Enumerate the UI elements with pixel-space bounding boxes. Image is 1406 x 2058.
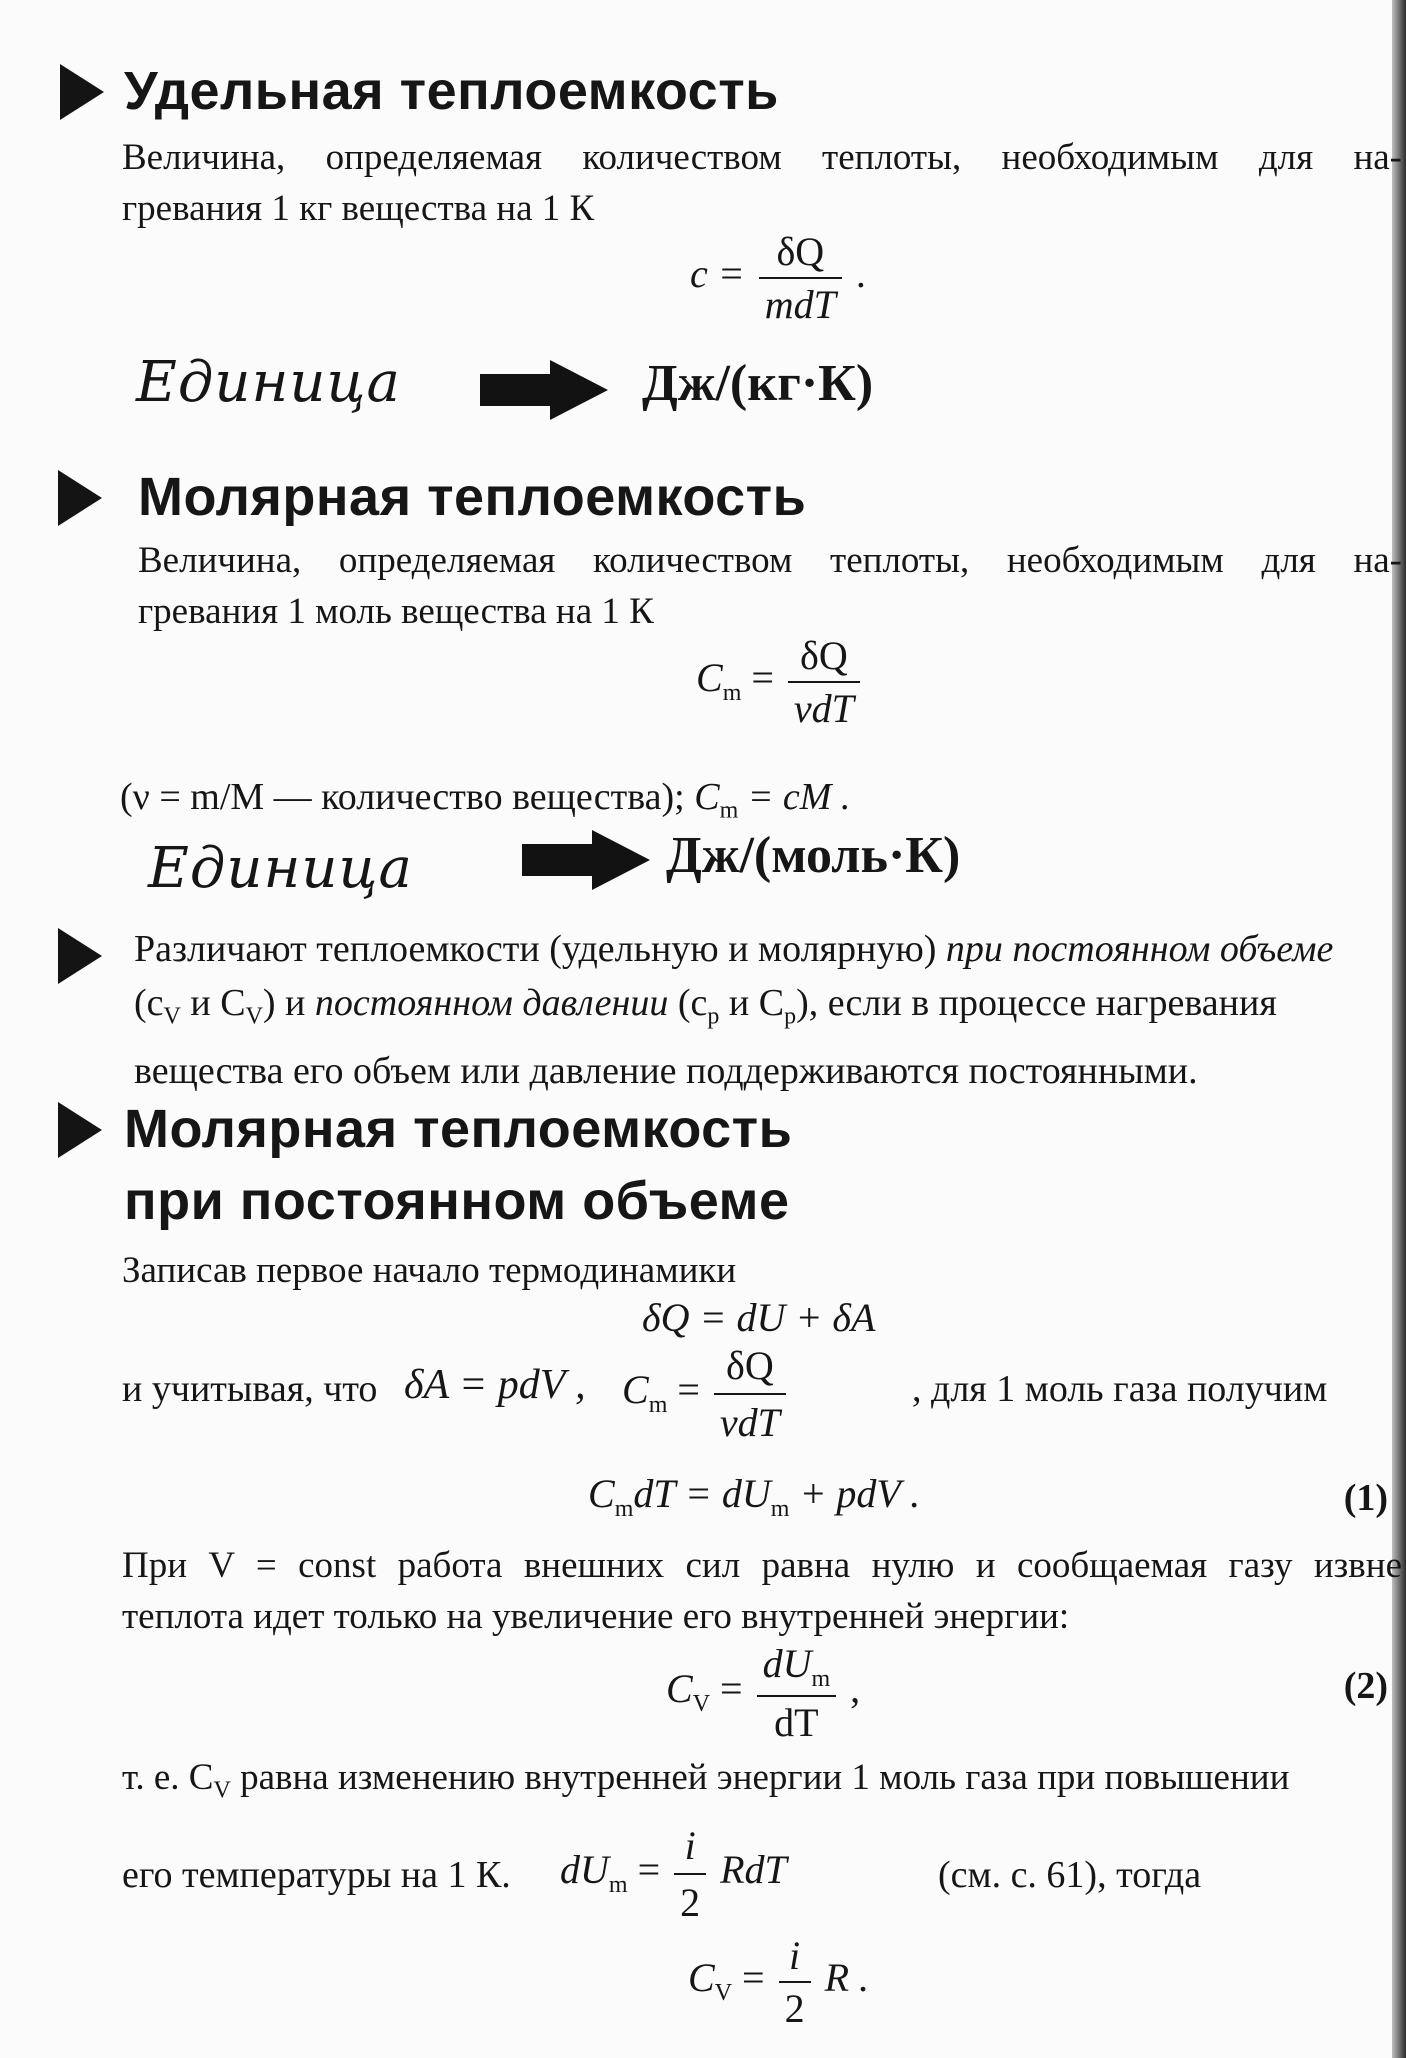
fraction bbox=[757, 1640, 837, 1746]
subscript: m bbox=[608, 1872, 628, 1899]
equation-text: δQ = dU + δA bbox=[642, 1295, 876, 1340]
emphasis-text: постоянном давлении bbox=[314, 982, 669, 1024]
fraction-numerator: δQ bbox=[788, 632, 860, 683]
text-line: гревания 1 моль вещества на 1 К bbox=[138, 591, 654, 632]
text-line: вещества его объем или давление поддерживаются постоянными. bbox=[134, 1049, 1198, 1092]
subscript: m bbox=[614, 1496, 634, 1522]
formula-lhs: C bbox=[696, 655, 723, 701]
bullet-arrow-icon bbox=[60, 64, 104, 120]
fraction-numerator: δQ bbox=[759, 228, 842, 279]
equation-number-2: (2) bbox=[1343, 1665, 1388, 1707]
formula-lhs: C bbox=[666, 1666, 693, 1712]
text-segment: т. е. C bbox=[122, 1757, 214, 1798]
subscript: m bbox=[722, 680, 742, 707]
note-formula: C bbox=[694, 776, 720, 818]
note-text: (ν = m/M — количество вещества); bbox=[120, 776, 685, 818]
formula-inline: δA = pdV , bbox=[404, 1362, 586, 1408]
equals-sign: = bbox=[742, 1955, 765, 2001]
text-segment: и C bbox=[180, 982, 246, 1024]
equation-2 bbox=[666, 1640, 860, 1746]
formula-inline bbox=[622, 1340, 790, 1448]
formula-lhs: C bbox=[588, 1471, 615, 1516]
formula-lhs: C bbox=[688, 1955, 715, 2001]
subscript: m bbox=[648, 1392, 668, 1419]
unit-value: Дж/(кг·К) bbox=[642, 355, 874, 412]
text-line bbox=[134, 976, 1402, 1044]
text-segment: Различают теплоемкости (удельную и молярную) bbox=[134, 928, 946, 970]
text-segment: и учитывая, что bbox=[122, 1368, 378, 1410]
subscript: p bbox=[784, 1003, 797, 1030]
bullet-arrow-icon bbox=[58, 928, 102, 984]
formula-lhs: C bbox=[622, 1367, 649, 1413]
heat-capacity-types-paragraph bbox=[134, 922, 1402, 1098]
equals-sign: = bbox=[677, 1367, 700, 1413]
fraction bbox=[788, 632, 860, 732]
fraction bbox=[759, 228, 842, 328]
subscript: V bbox=[714, 1980, 733, 2007]
text-segment: равна изменению внутренней энергии 1 моль газа при повышении bbox=[230, 1757, 1290, 1798]
fraction-numerator bbox=[757, 1640, 837, 1697]
fraction bbox=[779, 1932, 811, 2032]
denominator-text: νdT bbox=[793, 686, 854, 731]
fraction-denominator: 2 bbox=[784, 1986, 805, 2031]
formula-part: dT = dU bbox=[633, 1471, 771, 1516]
subscript: m bbox=[770, 1496, 790, 1522]
text-line bbox=[122, 1752, 1402, 1816]
text-line: теплота идет только на увеличение его внутренней энергии: bbox=[122, 1596, 1070, 1637]
emphasis-text: при постоянном объеме bbox=[945, 928, 1334, 970]
formula-part: R . bbox=[824, 1955, 870, 2001]
text-line bbox=[134, 922, 1402, 976]
text-segment: его температуры на 1 К. bbox=[122, 1854, 511, 1896]
fraction-denominator: dT bbox=[774, 1700, 819, 1745]
fraction-denominator bbox=[788, 683, 860, 732]
note-formula-rhs: = cM . bbox=[747, 776, 851, 818]
numerator-text: dU bbox=[762, 1641, 812, 1686]
right-arrow-icon bbox=[480, 360, 608, 420]
fraction-denominator: 2 bbox=[680, 1880, 701, 1925]
formula-part: + pdV . bbox=[789, 1471, 921, 1516]
subscript: p bbox=[707, 1003, 720, 1030]
numerator-text: i bbox=[789, 1933, 801, 1978]
constant-volume-paragraph bbox=[122, 1540, 1402, 1642]
internal-energy-line bbox=[122, 1820, 1392, 1930]
fraction-denominator bbox=[714, 1395, 786, 1448]
text-line: При V = const работа внешних сил равна нулю и сообщаемая газу извне bbox=[122, 1545, 1402, 1586]
text-segment: (c bbox=[668, 982, 708, 1024]
definition-molar-heat bbox=[138, 535, 1402, 637]
fraction-numerator bbox=[779, 1932, 811, 1983]
fraction bbox=[674, 1820, 706, 1928]
definition-specific-heat bbox=[122, 132, 1402, 234]
subscript: V bbox=[213, 1777, 231, 1804]
denominator-text: mdT bbox=[764, 282, 836, 327]
equation-1 bbox=[588, 1470, 920, 1523]
text-line: Величина, определяемая количеством теплоты, необходимым для на- bbox=[122, 137, 1402, 178]
equation-number-1: (1) bbox=[1343, 1477, 1388, 1519]
formula-lhs: dU bbox=[560, 1847, 609, 1893]
text-segment: ), если в процессе нагревания bbox=[796, 982, 1277, 1024]
formula-inline bbox=[560, 1820, 787, 1928]
section-heading-molar-heat: Молярная теплоемкость bbox=[138, 467, 807, 527]
subscript: m bbox=[811, 1666, 831, 1692]
equation-cv-result bbox=[688, 1932, 869, 2032]
text-segment: ) и bbox=[262, 982, 315, 1024]
text-segment: , для 1 моль газа получим bbox=[912, 1368, 1328, 1410]
first-law-equation bbox=[642, 1294, 875, 1341]
unit-label: Единица bbox=[148, 836, 413, 901]
fraction bbox=[714, 1340, 786, 1448]
unit-value: Дж/(моль·К) bbox=[666, 827, 961, 884]
equals-sign: = bbox=[720, 1666, 743, 1712]
intro-text: Записав первое начало термодинамики bbox=[122, 1250, 737, 1291]
formula-end: . bbox=[855, 251, 866, 297]
section-heading-cv-line1: Молярная теплоемкость bbox=[124, 1099, 793, 1159]
right-arrow-icon bbox=[522, 830, 650, 890]
equals-sign: = bbox=[637, 1847, 661, 1893]
formula-end: , bbox=[850, 1666, 861, 1712]
text-segment: и C bbox=[719, 982, 785, 1024]
formula-molar-heat bbox=[696, 632, 864, 732]
equals-sign: = bbox=[751, 655, 774, 701]
text-segment: (c bbox=[134, 982, 164, 1024]
formula-specific-heat bbox=[690, 228, 866, 328]
section-heading-specific-heat: Удельная теплоемкость bbox=[124, 61, 779, 121]
text-line: гревания 1 кг вещества на 1 К bbox=[122, 188, 595, 229]
fraction-numerator: δQ bbox=[714, 1340, 786, 1395]
formula-lhs: c = bbox=[690, 251, 745, 297]
formula-part: RdT bbox=[720, 1847, 787, 1893]
fraction-denominator bbox=[759, 279, 842, 328]
subscript: V bbox=[692, 1691, 711, 1718]
substitution-line bbox=[122, 1340, 1392, 1445]
denominator-text: νdT bbox=[719, 1400, 780, 1445]
bullet-arrow-icon bbox=[58, 470, 102, 526]
fraction-numerator bbox=[674, 1820, 706, 1875]
unit-label: Единица bbox=[136, 350, 401, 415]
subscript: V bbox=[163, 1003, 181, 1030]
bullet-arrow-icon bbox=[58, 1102, 102, 1158]
subscript: m bbox=[719, 797, 739, 824]
text-line: Величина, определяемая количеством теплоты, необходимым для на- bbox=[138, 540, 1402, 581]
subscript: V bbox=[245, 1003, 263, 1030]
text-segment: (см. с. 61), тогда bbox=[938, 1854, 1202, 1896]
numerator-text: i bbox=[684, 1823, 696, 1868]
cv-meaning-line bbox=[122, 1752, 1402, 1816]
section-heading-cv-line2: при постоянном объеме bbox=[124, 1171, 790, 1231]
